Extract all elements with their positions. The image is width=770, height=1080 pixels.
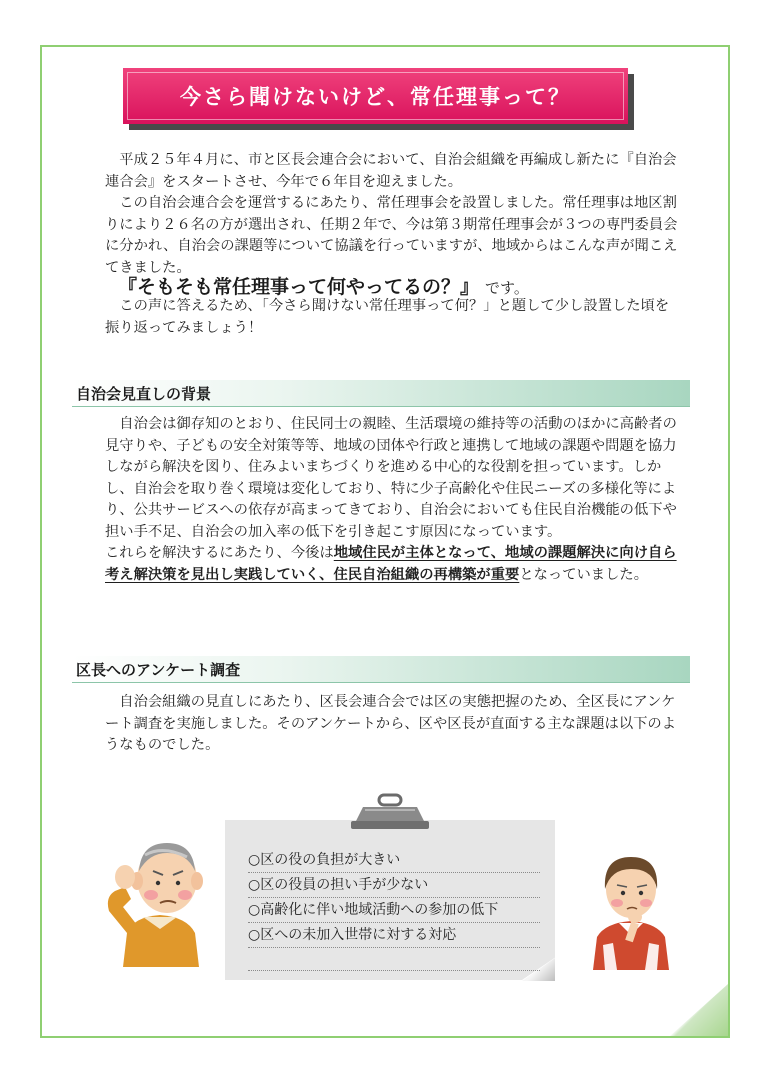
list-item: ○区の役の負担が大きい <box>248 848 540 873</box>
list-item: ○区の役員の担い手が少ない <box>248 873 540 898</box>
emphasis-text: 『そもそも常任理事って何やってるの？』 <box>118 276 480 298</box>
worried-woman-illustration <box>583 845 678 970</box>
section1-emphasis: 地域住民が主体となって、地域の課題解決に向け自ら考え解決策を見出し実践していく、住民自治組織の再構築が重要 <box>105 545 677 583</box>
intro-closing-text: この声に答えるため、「今さら聞けない常任理事って何？」と題して少し設置した頃を振り返ってみましょう！ <box>105 298 670 336</box>
section2-paragraph: 自治会組織の見直しにあたり、区長会連合会では区の実態把握のため、全区長にアンケート調査を実施しました。そのアンケートから、区や区長が直面する主な課題は以下のようなものでした。 <box>105 694 677 753</box>
intro-text <box>105 150 678 279</box>
binder-clip-icon <box>345 793 435 831</box>
section-header-background <box>72 380 690 407</box>
list-item: ○区への未加入世帯に対する対応 <box>248 923 540 948</box>
section1-paragraph-2-lead: これらを解決するにあたり、今後は <box>105 545 334 561</box>
section1-paragraph-2 <box>105 543 678 586</box>
empty-list-line <box>248 948 540 971</box>
section2-text <box>105 692 678 757</box>
section1-paragraph-2-tail: となっていました。 <box>519 566 648 583</box>
emphasis-question <box>118 272 529 299</box>
section-title-background: 自治会見直しの背景 <box>76 384 212 403</box>
intro-paragraph-1: 平成２５年４月に、市と区長会連合会において、自治会組織を再編成し新たに『自治会連合会』をスタートさせ、今年で６年目を迎えました。 <box>105 152 677 190</box>
page-title: 今さら聞けないけど、常任理事って？ <box>180 85 571 109</box>
intro-closing <box>105 296 678 339</box>
page-curl <box>670 984 728 1036</box>
section-title-survey: 区長へのアンケート調査 <box>76 660 241 679</box>
section1-text <box>105 414 678 586</box>
section1-paragraph-1: 自治会は御存知のとおり、住民同士の親睦、生活環境の維持等の活動のほかに高齢者の見守りや、子どもの安全対策等等、地域の団体や行政と連携して地域の課題や問題を協力しながら解決を図り、住みよいまちづくりを進める中心的な役割を担っています。しかし、自治会を取り巻く環境は変化しており、特に少子高齢化や住民ニーズの多様化等により、公共サービスへの依存が高まってきており、自治会においても住民自治機能の低下や担い手不足、自治会の加入率の低下を引き起こす原因になっています。 <box>105 416 677 540</box>
title-banner <box>123 68 628 124</box>
emphasis-suffix: です。 <box>485 279 529 297</box>
worried-man-illustration <box>103 825 218 967</box>
section-header-survey <box>72 656 690 683</box>
intro-paragraph-2: この自治会連合会を運営するにあたり、常任理事会を設置しました。常任理事は地区割りにより２６名の方が選出され、任期２年で、今は第３期常任理事会が３つの専門委員会に分かれ、自治会の課題等について協議を行っていますが、地域からはこんな声が聞こえてきました。 <box>105 195 678 276</box>
list-item: ○高齢化に伴い地域活動への参加の低下 <box>248 898 540 923</box>
survey-issue-list <box>248 848 540 971</box>
